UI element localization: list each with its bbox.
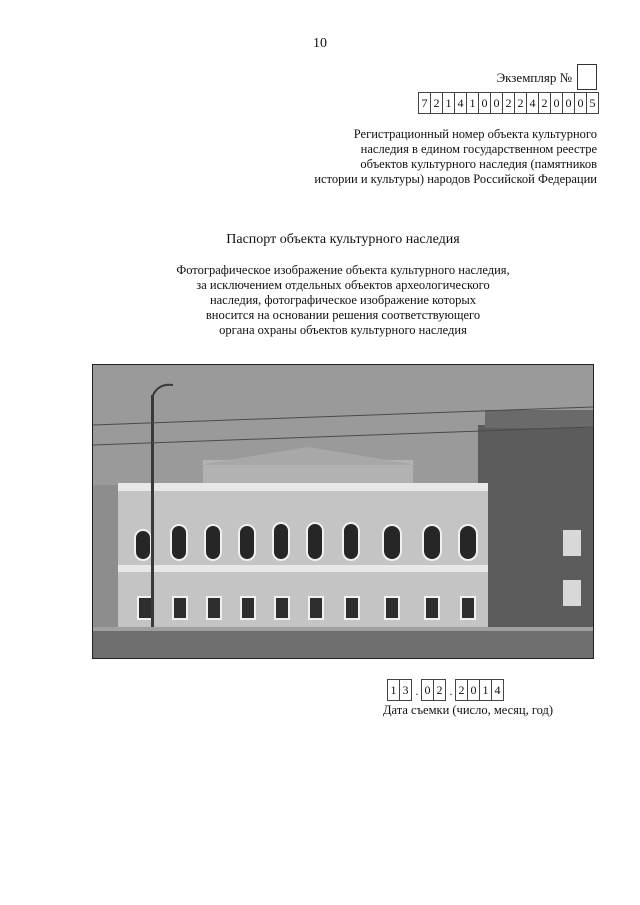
date-digit: 0: [421, 679, 434, 701]
survey-year: [456, 679, 504, 701]
registration-digit: 1: [466, 92, 479, 114]
registration-digit: 0: [478, 92, 491, 114]
registration-digit: 0: [574, 92, 587, 114]
registration-digit: 2: [430, 92, 443, 114]
date-digit: 4: [491, 679, 504, 701]
survey-date: [388, 679, 504, 701]
page-number: 10: [313, 36, 327, 51]
date-digit: 2: [433, 679, 446, 701]
registration-description: Регистрационный номер объекта культурного наследия в едином государственном реестре объектов культурного наследия (памятников истории и культуры) народов Российской Федерации: [314, 127, 597, 186]
registration-digit: 5: [586, 92, 599, 114]
date-digit: 0: [467, 679, 480, 701]
survey-month: [422, 679, 446, 701]
survey-day: [388, 679, 412, 701]
date-digit: 3: [399, 679, 412, 701]
date-digit: 2: [455, 679, 468, 701]
date-digit: 1: [479, 679, 492, 701]
registration-digit: 0: [490, 92, 503, 114]
registration-digit: 2: [538, 92, 551, 114]
survey-date-caption: Дата съемки (число, месяц, год): [383, 703, 554, 717]
registration-digit: 0: [550, 92, 563, 114]
photo-caption: Фотографическое изображение объекта культурного наследия, за исключением отдельных объектов археологического наследия, фотографическое изображение которых вносится на основании решения соответствующего органа охраны объектов культурного наследия: [176, 263, 510, 337]
date-digit: 1: [387, 679, 400, 701]
registration-digit: 4: [526, 92, 539, 114]
registration-digit: 2: [514, 92, 527, 114]
registration-digit: 7: [418, 92, 431, 114]
registration-number: [419, 92, 599, 114]
registration-digit: 0: [562, 92, 575, 114]
copy-number-box: [577, 64, 597, 90]
registration-digit: 4: [454, 92, 467, 114]
building-photo: [92, 364, 594, 659]
registration-digit: 1: [442, 92, 455, 114]
date-separator: .: [449, 684, 453, 698]
date-separator: .: [415, 684, 419, 698]
building-illustration: [93, 365, 593, 658]
copy-number-label: Экземпляр №: [496, 70, 572, 85]
passport-title: Паспорт объекта культурного наследия: [226, 232, 460, 247]
registration-digit: 2: [502, 92, 515, 114]
